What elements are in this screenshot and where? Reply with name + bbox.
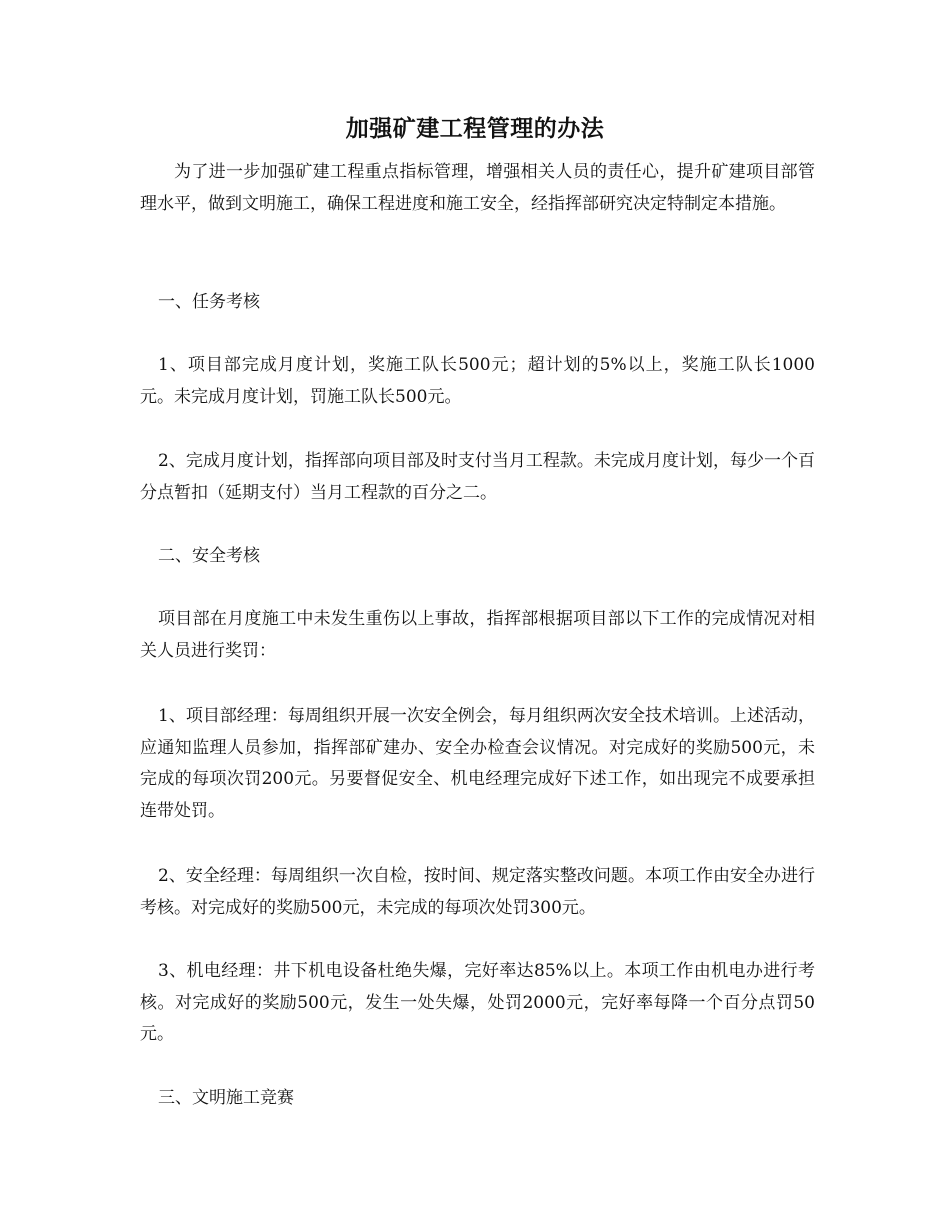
task-item-1: 1、项目部完成月度计划，奖施工队长500元；超计划的5%以上，奖施工队长1000元。未完成月度计划，罚施工队长500元。 [140,355,815,407]
task-item-2: 2、完成月度计划，指挥部向项目部及时支付当月工程款。未完成月度计划，每少一个百分点暂扣（延期支付）当月工程款的百分之二。 [140,451,815,503]
safety-item-3: 3、机电经理：井下机电设备杜绝失爆，完好率达85%以上。本项工作由机电办进行考核。对完成好的奖励500元，发生一处失爆，处罚2000元，完好率每降一个百分点罚50元。 [140,961,815,1044]
safety-item-2: 2、安全经理：每周组织一次自检，按时间、规定落实整改问题。本项工作由安全办进行考核。对完成好的奖励500元，未完成的每项次处罚300元。 [140,866,815,918]
section-heading-task-assessment: 一、任务考核 [158,292,260,312]
intro-paragraph: 为了进一步加强矿建工程重点指标管理，增强相关人员的责任心，提升矿建项目部管理水平，做到文明施工，确保工程进度和施工安全，经指挥部研究决定特制定本措施。 [140,162,815,214]
section-heading-civilized-construction: 三、文明施工竞赛 [158,1088,294,1108]
safety-intro-paragraph: 项目部在月度施工中未发生重伤以上事故，指挥部根据项目部以下工作的完成情况对相关人员进行奖罚： [140,609,815,661]
document-title: 加强矿建工程管理的办法 [345,115,605,142]
safety-item-1: 1、项目部经理：每周组织开展一次安全例会，每月组织两次安全技术培训。上述活动，应通知监理人员参加，指挥部矿建办、安全办检查会议情况。对完成好的奖励500元，未完成的每项次罚200元。另要督促安全、机电经理完成好下述工作，如出现完不成要承担连带处罚。 [140,706,815,821]
section-heading-safety-assessment: 二、安全考核 [158,546,260,566]
